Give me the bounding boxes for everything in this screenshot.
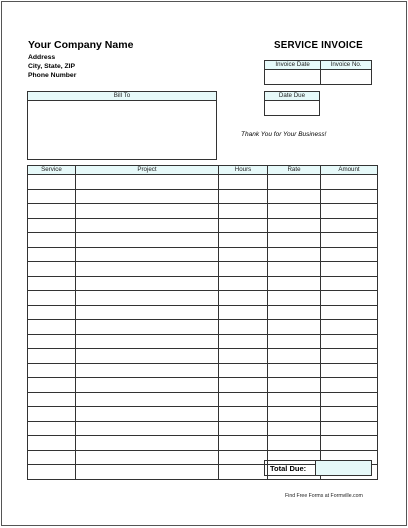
- cell-amount[interactable]: [321, 276, 378, 291]
- cell-project[interactable]: [76, 378, 219, 393]
- cell-project[interactable]: [76, 465, 219, 480]
- cell-hours[interactable]: [219, 175, 268, 190]
- company-phone: Phone Number: [28, 72, 77, 79]
- column-header-project: Project: [76, 166, 219, 175]
- table-row: [28, 421, 378, 436]
- date-due-label: Date Due: [265, 92, 320, 101]
- cell-service[interactable]: [28, 392, 76, 407]
- table-row: [28, 363, 378, 378]
- cell-service[interactable]: [28, 305, 76, 320]
- table-row: [28, 320, 378, 335]
- cell-service[interactable]: [28, 247, 76, 262]
- invoice-meta-table: [264, 60, 372, 85]
- invoice-number-label: Invoice No.: [321, 61, 372, 70]
- cell-rate[interactable]: [268, 349, 321, 364]
- cell-hours[interactable]: [219, 291, 268, 306]
- table-row: [28, 233, 378, 248]
- cell-project[interactable]: [76, 305, 219, 320]
- cell-rate[interactable]: [268, 436, 321, 451]
- cell-project[interactable]: [76, 349, 219, 364]
- cell-service[interactable]: [28, 233, 76, 248]
- cell-amount[interactable]: [321, 175, 378, 190]
- cell-project[interactable]: [76, 334, 219, 349]
- cell-service[interactable]: [28, 218, 76, 233]
- cell-project[interactable]: [76, 233, 219, 248]
- cell-service[interactable]: [28, 465, 76, 480]
- column-header-hours: Hours: [219, 166, 268, 175]
- table-row: [28, 392, 378, 407]
- cell-hours[interactable]: [219, 276, 268, 291]
- cell-project[interactable]: [76, 276, 219, 291]
- company-name: Your Company Name: [28, 39, 134, 51]
- cell-rate[interactable]: [268, 305, 321, 320]
- total-due-table: [264, 460, 372, 476]
- cell-amount[interactable]: [321, 334, 378, 349]
- cell-hours[interactable]: [219, 334, 268, 349]
- cell-service[interactable]: [28, 291, 76, 306]
- cell-hours[interactable]: [219, 189, 268, 204]
- line-items-body: [28, 175, 378, 480]
- invoice-number-field[interactable]: [321, 70, 372, 85]
- cell-project[interactable]: [76, 392, 219, 407]
- cell-service[interactable]: [28, 378, 76, 393]
- table-row: [28, 291, 378, 306]
- cell-hours[interactable]: [219, 436, 268, 451]
- cell-project[interactable]: [76, 204, 219, 219]
- cell-rate[interactable]: [268, 247, 321, 262]
- cell-rate[interactable]: [268, 363, 321, 378]
- company-address: Address: [28, 54, 56, 61]
- cell-rate[interactable]: [268, 378, 321, 393]
- cell-project[interactable]: [76, 175, 219, 190]
- cell-amount[interactable]: [321, 392, 378, 407]
- column-header-amount: Amount: [321, 166, 378, 175]
- cell-service[interactable]: [28, 189, 76, 204]
- table-row: [28, 247, 378, 262]
- cell-project[interactable]: [76, 262, 219, 277]
- cell-amount[interactable]: [321, 320, 378, 335]
- cell-rate[interactable]: [268, 218, 321, 233]
- cell-rate[interactable]: [268, 421, 321, 436]
- cell-rate[interactable]: [268, 276, 321, 291]
- table-row: [28, 349, 378, 364]
- cell-hours[interactable]: [219, 407, 268, 422]
- cell-service[interactable]: [28, 450, 76, 465]
- cell-service[interactable]: [28, 407, 76, 422]
- footer-note: Find Free Forms at Formville.com: [285, 493, 363, 499]
- cell-hours[interactable]: [219, 392, 268, 407]
- table-row: [28, 436, 378, 451]
- company-city-state-zip: City, State, ZIP: [28, 63, 76, 70]
- cell-project[interactable]: [76, 189, 219, 204]
- cell-service[interactable]: [28, 276, 76, 291]
- table-row: [28, 218, 378, 233]
- cell-hours[interactable]: [219, 247, 268, 262]
- total-due-label: Total Due:: [265, 461, 316, 476]
- table-row: [28, 378, 378, 393]
- cell-project[interactable]: [76, 421, 219, 436]
- cell-project[interactable]: [76, 407, 219, 422]
- cell-project[interactable]: [76, 363, 219, 378]
- cell-rate[interactable]: [268, 407, 321, 422]
- cell-hours[interactable]: [219, 305, 268, 320]
- cell-amount[interactable]: [321, 233, 378, 248]
- table-row: [28, 276, 378, 291]
- cell-project[interactable]: [76, 436, 219, 451]
- cell-service[interactable]: [28, 363, 76, 378]
- thank-you-note: Thank You for Your Business!: [241, 131, 327, 138]
- cell-hours[interactable]: [219, 204, 268, 219]
- cell-rate[interactable]: [268, 175, 321, 190]
- cell-project[interactable]: [76, 247, 219, 262]
- cell-service[interactable]: [28, 204, 76, 219]
- cell-project[interactable]: [76, 320, 219, 335]
- table-row: [28, 175, 378, 190]
- cell-rate[interactable]: [268, 189, 321, 204]
- cell-rate[interactable]: [268, 233, 321, 248]
- cell-service[interactable]: [28, 421, 76, 436]
- cell-hours[interactable]: [219, 218, 268, 233]
- date-due-table: [264, 91, 320, 116]
- bill-to-field[interactable]: [28, 101, 217, 160]
- cell-amount[interactable]: [321, 349, 378, 364]
- table-row: [28, 189, 378, 204]
- cell-rate[interactable]: [268, 262, 321, 277]
- cell-amount[interactable]: [321, 421, 378, 436]
- table-row: [28, 262, 378, 277]
- cell-hours[interactable]: [219, 378, 268, 393]
- cell-amount[interactable]: [321, 378, 378, 393]
- date-due-field[interactable]: [265, 101, 320, 116]
- column-header-service: Service: [28, 166, 76, 175]
- invoice-date-label: Invoice Date: [265, 61, 321, 70]
- cell-service[interactable]: [28, 175, 76, 190]
- cell-amount[interactable]: [321, 218, 378, 233]
- document-title: SERVICE INVOICE: [274, 40, 363, 51]
- cell-project[interactable]: [76, 291, 219, 306]
- line-items-table: [27, 165, 378, 480]
- cell-hours[interactable]: [219, 450, 268, 465]
- cell-hours[interactable]: [219, 349, 268, 364]
- cell-amount[interactable]: [321, 247, 378, 262]
- cell-rate[interactable]: [268, 291, 321, 306]
- cell-hours[interactable]: [219, 320, 268, 335]
- table-row: [28, 305, 378, 320]
- cell-hours[interactable]: [219, 233, 268, 248]
- cell-project[interactable]: [76, 450, 219, 465]
- cell-service[interactable]: [28, 334, 76, 349]
- invoice-date-field[interactable]: [265, 70, 321, 85]
- cell-amount[interactable]: [321, 262, 378, 277]
- table-row: [28, 204, 378, 219]
- cell-service[interactable]: [28, 349, 76, 364]
- cell-rate[interactable]: [268, 392, 321, 407]
- column-header-rate: Rate: [268, 166, 321, 175]
- cell-amount[interactable]: [321, 436, 378, 451]
- cell-rate[interactable]: [268, 320, 321, 335]
- cell-project[interactable]: [76, 218, 219, 233]
- invoice-page: [1, 1, 407, 526]
- cell-amount[interactable]: [321, 407, 378, 422]
- bill-to-table: [27, 91, 217, 160]
- cell-amount[interactable]: [321, 363, 378, 378]
- cell-service[interactable]: [28, 262, 76, 277]
- cell-hours[interactable]: [219, 363, 268, 378]
- cell-service[interactable]: [28, 436, 76, 451]
- cell-service[interactable]: [28, 320, 76, 335]
- cell-rate[interactable]: [268, 204, 321, 219]
- cell-amount[interactable]: [321, 305, 378, 320]
- cell-hours[interactable]: [219, 262, 268, 277]
- cell-amount[interactable]: [321, 291, 378, 306]
- cell-amount[interactable]: [321, 189, 378, 204]
- total-due-field[interactable]: [316, 461, 372, 476]
- bill-to-label: Bill To: [28, 92, 217, 101]
- cell-hours[interactable]: [219, 465, 268, 480]
- cell-hours[interactable]: [219, 421, 268, 436]
- table-row: [28, 407, 378, 422]
- table-row: [28, 334, 378, 349]
- cell-rate[interactable]: [268, 334, 321, 349]
- cell-amount[interactable]: [321, 204, 378, 219]
